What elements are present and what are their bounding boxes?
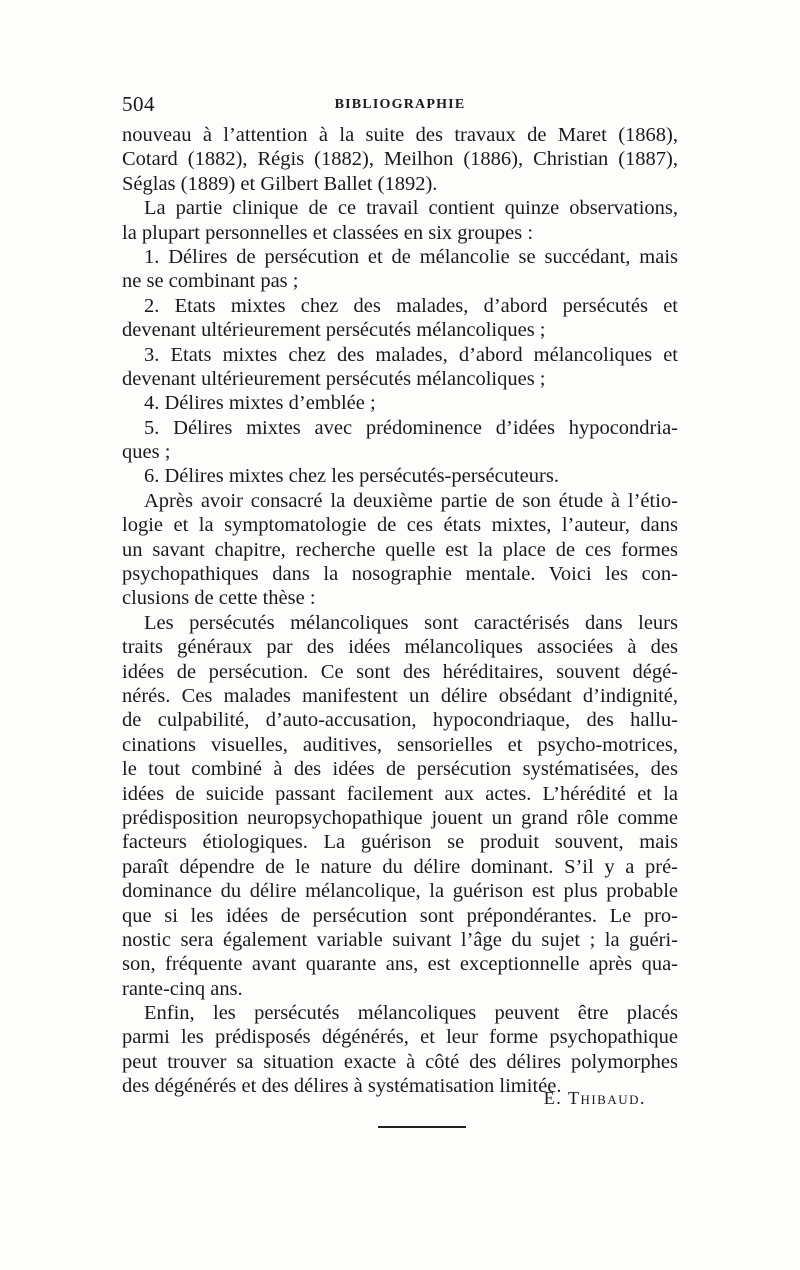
text-line: clusions de cette thèse : xyxy=(122,587,316,610)
text-line: nérés. Ces malades manifestent un délire obsédant d’indignité, xyxy=(122,684,678,707)
text-line: prédisposition neuropsychopathique jouent un grand rôle comme xyxy=(122,806,678,829)
text-line: 1. Délires de persécution et de mélancolie se succédant, mais xyxy=(144,245,678,268)
text-line: de culpabilité, d’auto-accusation, hypocondriaque, des hallu- xyxy=(122,709,678,732)
text-line: rante-cinq ans. xyxy=(122,977,243,1000)
text-line: Enfin, les persécutés mélancoliques peuvent être placés xyxy=(144,1002,678,1025)
text-line: devenant ultérieurement persécutés mélancoliques ; xyxy=(122,319,546,342)
text-line: 2. Etats mixtes chez des malades, d’abord persécutés et xyxy=(144,294,678,317)
text-line: 5. Délires mixtes avec prédominence d’idées hypocondria- xyxy=(144,416,678,439)
text-line: devenant ultérieurement persécutés mélancoliques ; xyxy=(122,367,546,390)
text-line: Après avoir consacré la deuxième partie de son étude à l’étio- xyxy=(144,489,678,512)
body-text xyxy=(122,123,678,1099)
text-line: 4. Délires mixtes d’emblée ; xyxy=(144,392,376,415)
text-line: Les persécutés mélancoliques sont caractérisés dans leurs xyxy=(144,611,678,634)
text-line: des dégénérés et des délires à systématisation limitée. xyxy=(122,1075,562,1098)
page-header xyxy=(122,92,678,118)
text-line: idées de suicide passant facilement aux actes. L’hérédité et la xyxy=(122,782,678,805)
text-line: Cotard (1882), Régis (1882), Meilhon (1886), Christian (1887), xyxy=(122,148,678,171)
text-line: ques ; xyxy=(122,441,171,464)
text-line: facteurs étiologiques. La guérison se produit souvent, mais xyxy=(122,831,678,854)
text-line: que si les idées de persécution sont prépondérantes. Le pro- xyxy=(122,904,678,927)
text-line: La partie clinique de ce travail contient quinze observations, xyxy=(144,197,678,220)
text-line: ne se combinant pas ; xyxy=(122,270,299,293)
text-line: la plupart personnelles et classées en six groupes : xyxy=(122,221,534,244)
text-line: parmi les prédisposés dégénérés, et leur forme psychopathique xyxy=(122,1026,678,1049)
text-line: nouveau à l’attention à la suite des travaux de Maret (1868), xyxy=(122,124,678,146)
section-rule xyxy=(378,1126,466,1128)
text-line: un savant chapitre, recherche quelle est la place de ces formes xyxy=(122,538,678,561)
text-line: 6. Délires mixtes chez les persécutés-persécuteurs. xyxy=(144,465,559,488)
text-line: idées de persécution. Ce sont des héréditaires, souvent dégé- xyxy=(122,660,678,683)
text-line: Séglas (1889) et Gilbert Ballet (1892). xyxy=(122,172,438,195)
text-line: dominance du délire mélancolique, la guérison est plus probable xyxy=(122,880,678,903)
text-line: psychopathiques dans la nosographie mentale. Voici les con- xyxy=(122,563,678,586)
text-line: paraît dépendre de le nature du délire dominant. S’il y a pré- xyxy=(122,855,678,878)
text-line: peut trouver sa situation exacte à côté des délires polymorphes xyxy=(122,1050,678,1073)
text-line: logie et la symptomatologie de ces états mixtes, l’auteur, dans xyxy=(122,514,678,537)
text-line: 3. Etats mixtes chez des malades, d’abord mélancoliques et xyxy=(144,343,678,366)
text-line: le tout combiné à des idées de persécution systématisées, des xyxy=(122,758,678,781)
page-number: 504 xyxy=(122,92,155,116)
author-signature: E. Thibaud. xyxy=(543,1088,646,1108)
text-line: son, fréquente avant quarante ans, est exceptionnelle après qua- xyxy=(122,953,678,976)
text-line: nostic sera également variable suivant l’âge du sujet ; la guéri- xyxy=(122,928,678,951)
text-line: traits généraux par des idées mélancoliques associées à des xyxy=(122,636,678,659)
running-head: BIBLIOGRAPHIE xyxy=(334,97,466,112)
text-line: cinations visuelles, auditives, sensorielles et psycho-motrices, xyxy=(122,733,678,756)
